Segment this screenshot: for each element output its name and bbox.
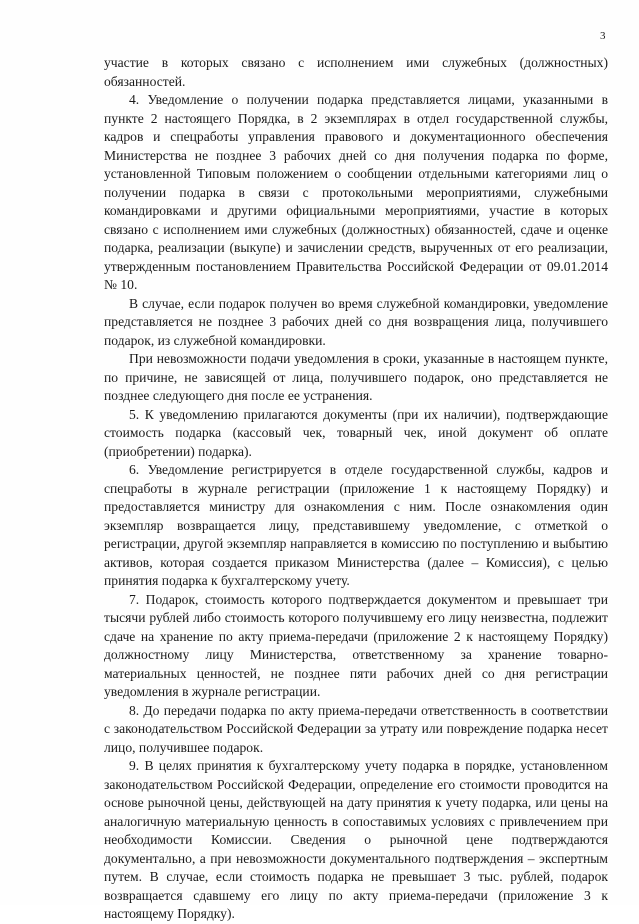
paragraph-item-9: 9. В целях принятия к бухгалтерскому учету подарка в порядке, установленном законодательством Российской Федерации, определение его стоимости проводится на основе рыночной цены, действующей на дату принятия к учету подарка, или цены на аналогичную материальную ценность в сопоставимых условиях с привлечением при необходимости Комиссии. Сведения о рыночной цене подтверждаются документально, а при невозможности документального подтверждения – экспертным путем. В случае, если стоимость подарка не превышает 3 тыс. рублей, подарок возвращается сдавшему его лицу по акту приема-передачи (приложение 3 к настоящему Порядку). xyxy=(104,758,608,921)
paragraph-item-8: 8. До передачи подарка по акту приема-передачи ответственность в соответствии с законодательством Российской Федерации за утрату или повреждение подарка несет лицо, получившее подарок. xyxy=(104,702,608,755)
paragraph-item-4: 4. Уведомление о получении подарка представляется лицами, указанными в пункте 2 настоящего Порядка, в 2 экземплярах в отдел государственной службы, кадров и спецработы управления правового и документационного обеспечения Министерства не позднее 3 рабочих дней со дня получения подарка по форме, установленной Типовым положением о сообщении отдельными категориями лиц о получении подарка в связи с протокольными мероприятиями, служебными командировками и другими официальными мероприятиями, участие в которых связано с исполнением ими служебных (должностных) обязанностей, сдаче и оценке подарка, реализации (выкупе) и зачислении средств, вырученных от его реализации, утвержденным постановлением Правительства Российской Федерации от 09.01.2014 № 10. xyxy=(104,92,608,292)
document-body xyxy=(104,54,608,924)
paragraph-impossibility: При невозможности подачи уведомления в сроки, указанные в настоящем пункте, по причине, не зависящей от лица, получившего подарок, оно представляется не позднее следующего дня после ее устранения. xyxy=(104,351,608,403)
paragraph-item-7: 7. Подарок, стоимость которого подтверждается документом и превышает три тысячи рублей либо стоимость которого получившему его лицу неизвестна, подлежит сдаче на хранение по акту приема-передачи (приложение 2 к настоящему Порядку) должностному лицу Министерства, ответственному за хранение товарно-материальных ценностей, не позднее пяти рабочих дней со дня регистрации уведомления в журнале регистрации. xyxy=(104,591,608,699)
page-number: 3 xyxy=(600,30,606,42)
paragraph-business-trip: В случае, если подарок получен во время служебной командировки, уведомление представляется не позднее 3 рабочих дней со дня возвращения лица, получившего подарок, из служебной командировки. xyxy=(104,295,608,348)
paragraph-continuation: участие в которых связано с исполнением ими служебных (должностных) обязанностей. xyxy=(104,55,608,89)
paragraph-item-6: 6. Уведомление регистрируется в отделе государственной службы, кадров и спецработы в журнале регистрации (приложение 1 к настоящему Порядку) и предоставляется министру для ознакомления с ним. После ознакомления один экземпляр возвращается лицу, представившему уведомление, с отметкой о регистрации, другой экземпляр направляется в комиссию по поступлению и выбытию активов, которая создается приказом Министерства (далее – Комиссия), с целью принятия подарка к бухгалтерскому учету. xyxy=(104,462,608,588)
paragraph-item-5: 5. К уведомлению прилагаются документы (при их наличии), подтверждающие стоимость подарка (кассовый чек, товарный чек, иной документ об оплате (приобретении) подарка). xyxy=(104,406,608,459)
